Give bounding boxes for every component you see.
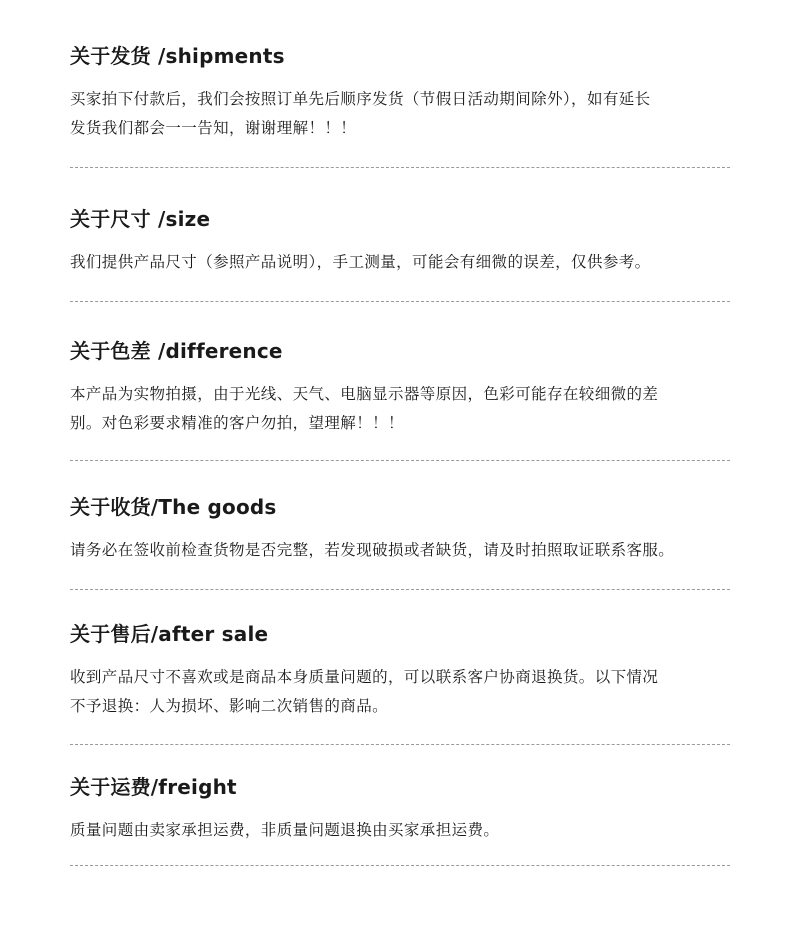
divider (70, 589, 730, 590)
section-body-freight (70, 816, 735, 845)
section-shipments (70, 44, 735, 143)
section-difference (70, 339, 735, 438)
section-title-shipments: 关于发货 /shipments (70, 44, 285, 68)
divider (70, 865, 730, 866)
body-line: 买家拍下付款后，我们会按照订单先后顺序发货（节假日活动期间除外），如有延长 (70, 90, 651, 108)
section-body-difference (70, 380, 735, 438)
body-line: 我们提供产品尺寸（参照产品说明），手工测量，可能会有细微的误差，仅供参考。 (70, 253, 651, 271)
body-line: 质量问题由卖家承担运费，非质量问题退换由买家承担运费。 (70, 821, 500, 839)
section-body-shipments (70, 85, 735, 143)
body-line: 不予退换：人为损坏、影响二次销售的商品。 (70, 697, 389, 715)
section-title-size: 关于尺寸 /size (70, 207, 211, 231)
body-line: 别。对色彩要求精准的客户勿拍，望理解！！！ (70, 414, 404, 432)
section-freight (70, 775, 735, 845)
section-title-after-sale: 关于售后/after sale (70, 622, 269, 646)
body-line: 收到产品尺寸不喜欢或是商品本身质量问题的，可以联系客户协商退换货。以下情况 (70, 668, 659, 686)
section-body-after-sale (70, 663, 735, 721)
section-body-goods (70, 536, 735, 565)
body-line: 发货我们都会一一告知，谢谢理解！！！ (70, 119, 357, 137)
section-title-goods: 关于收货/The goods (70, 495, 277, 519)
section-size (70, 207, 735, 277)
divider (70, 460, 730, 461)
section-goods (70, 495, 735, 565)
divider (70, 167, 730, 168)
section-body-size (70, 248, 735, 277)
section-after-sale (70, 622, 735, 721)
body-line: 本产品为实物拍摄，由于光线、天气、电脑显示器等原因，色彩可能存在较细微的差 (70, 385, 659, 403)
section-title-difference: 关于色差 /difference (70, 339, 283, 363)
section-title-freight: 关于运费/freight (70, 775, 237, 799)
body-line: 请务必在签收前检查货物是否完整，若发现破损或者缺货，请及时拍照取证联系客服。 (70, 541, 675, 559)
divider (70, 301, 730, 302)
divider (70, 744, 730, 745)
